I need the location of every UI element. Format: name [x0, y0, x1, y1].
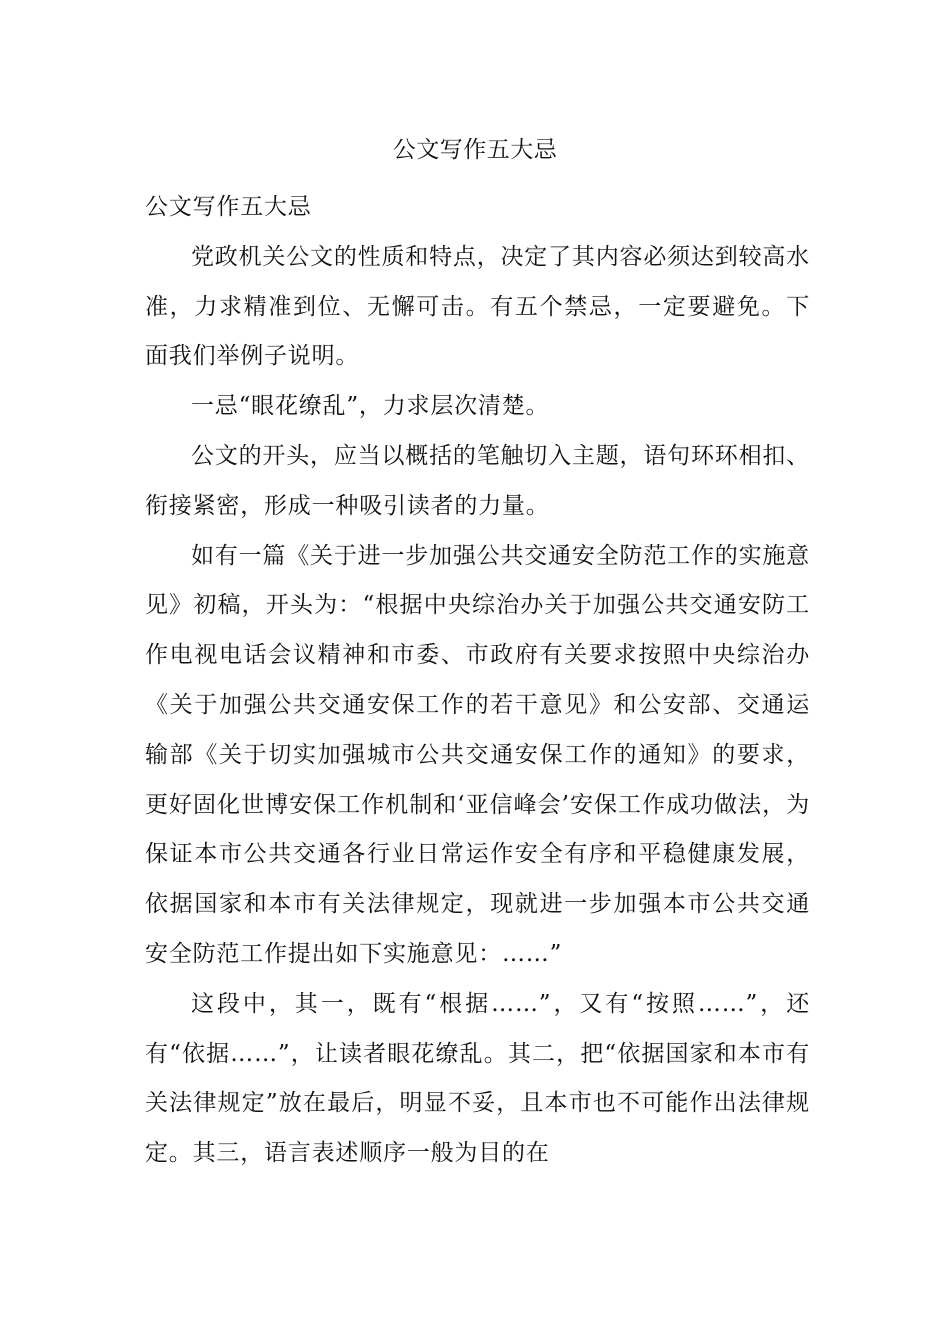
document-subtitle: 公文写作五大忌 [145, 194, 312, 220]
paragraph: 党政机关公文的性质和特点，决定了其内容必须达到较高水准，力求精准到位、无懈可击。有五个禁忌，一定要避免。下面我们举例子说明。 [145, 243, 810, 370]
document-title: 公文写作五大忌 [392, 137, 558, 163]
paragraph: 如有一篇《关于进一步加强公共交通安全防范工作的实施意见》初稿，开头为：“根据中央综治办关于加强公共交通安防工作电视电话会议精神和市委、市政府有关要求按照中央综治办《关于加强公共交通安保工作的若干意见》和公安部、交通运输部《关于切实加强城市公共交通安保工作的通知》的要求，更好固化世博安保工作机制和‘亚信峰会’安保工作成功做法，为保证本市公共交通各行业日常运作安全有序和平稳健康发展，依据国家和本市有关法律规定，现就进一步加强本市公共交通安全防范工作提出如下实施意见：……” [145, 542, 810, 967]
paragraph: 这段中，其一，既有“根据……”，又有“按照……”，还有“依据……”，让读者眼花缭乱。其二，把“依据国家和本市有关法律规定”放在最后，明显不妥，且本市也不可能作出法律规定。其三，语言表述顺序一般为目的在 [145, 990, 810, 1167]
paragraph: 一忌“眼花缭乱”，力求层次清楚。 [191, 393, 550, 420]
paragraph: 公文的开头，应当以概括的笔触切入主题，语句环环相扣、衔接紧密，形成一种吸引读者的力量。 [145, 442, 810, 519]
document-body [145, 183, 810, 1179]
